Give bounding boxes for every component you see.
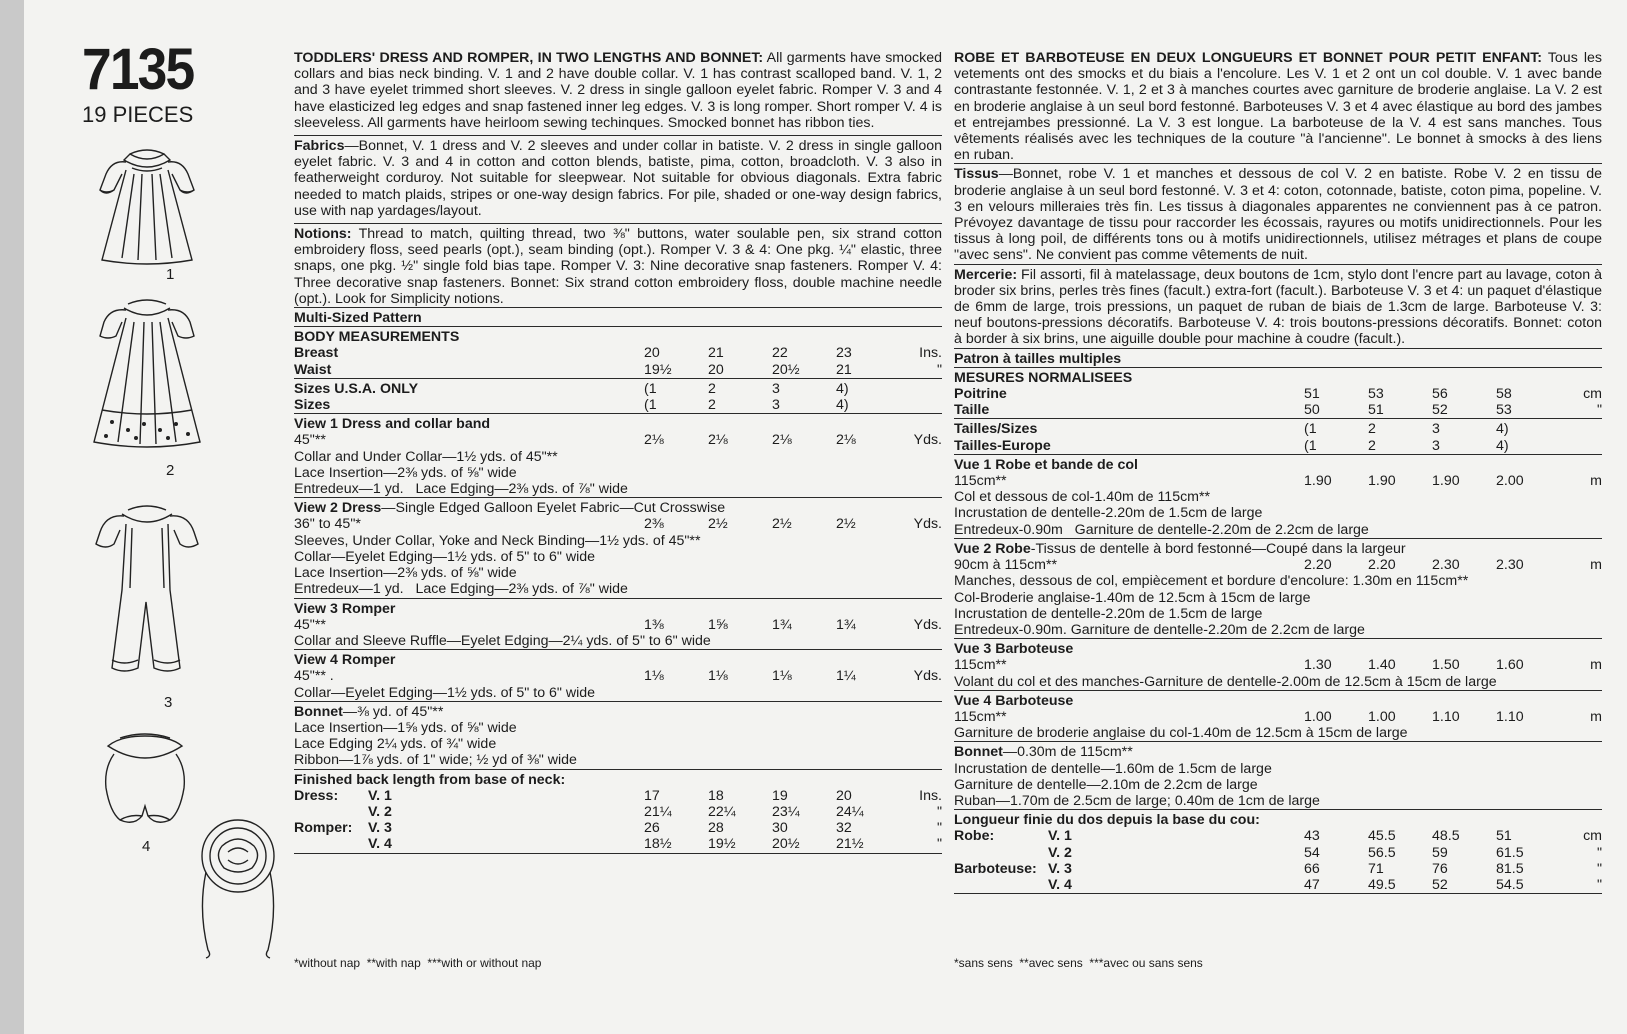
notions-text-fr: Fil assorti, fil à matelassage, deux boutons de 1cm, stylo dont l'encre part au lavage, coton à broder six brins, perles très fines (facult.) extra-fort (facult.). Barboteuse V. 3 et 4: un paquet d'élastique de 6mm de large, trois pressions, un paquet de ruban de biais de 1.3cm de large. Barboteuse V. 3: neuf boutons-pressions décoratifs. Barboteuse V. 4: trois boutons-pressions décoratifs. Bonnet: coton à border à six brins, une aiguille double pour machine à coudre (facult.). — [954, 266, 1602, 348]
french-footnote: *sans sens **avec sens ***avec ou sans sens — [954, 956, 1203, 970]
finished-length-block-fr — [954, 809, 1602, 893]
view-3-fabric-row: 45"** 1⅜ 1⅝ 1¾ 1¾ Yds. — [294, 616, 942, 633]
notions-title-fr: Mercerie: — [954, 266, 1018, 283]
view-3-title: View 3 Romper — [294, 600, 396, 617]
finished-length-title-fr: Longueur finie du dos depuis la base du cou: — [954, 812, 1260, 829]
sizes-block-fr — [954, 418, 1602, 453]
bonnet-line-fr: Garniture de dentelle—2.10m de 2.2cm de large — [954, 776, 1258, 793]
view-1-line-fr: Incrustation de dentelle-2.20m de 1.5cm de large — [954, 505, 1263, 522]
view-4-block — [294, 649, 942, 701]
breast-row-fr: Poitrine 51 53 56 58 cm — [954, 386, 1602, 403]
view-1-block — [294, 413, 942, 497]
sizes-row-fr: Tailles-Europe (1 2 3 4) — [954, 437, 1509, 454]
finished-length-block — [294, 769, 942, 853]
pattern-envelope-back — [24, 0, 1627, 1034]
view-1-line: Lace Insertion—2⅜ yds. of ⅝" wide — [294, 464, 517, 481]
pattern-number: 7135 — [82, 37, 194, 102]
finished-row-fr: V. 2 54 56.5 59 61.5 " — [1048, 844, 1602, 861]
fabrics-block — [294, 135, 942, 219]
intro-text-fr: Tous les vetements ont des smocks et du biais a l'encolure. Les V. 1 et 2 ont un col double. V. 1 avec bande contrastante festonnée. V. 1, 2 et 3 à manches courtes avec garniture de broderie anglaise. La V. 2 est en broderie anglaise à un seul bord festonné. Barboteuses V. 3 et 4 avec élastique au bord des jambes et entrejambes pressionné. La V. 3 est longue. La barboteuse de la V. 4 est sans manches. Tous vêtements réalisés avec les techniques de la couture "à l'ancienne". Le bonnet à smocks à des liens en ruban. — [954, 50, 1602, 164]
view-3-title-fr: Vue 3 Barboteuse — [954, 641, 1074, 658]
bonnet-block: Bonnet—⅜ yd. of 45"** Lace Insertion—1⅝ yds. of ⅝" wide Lace Edging 2¼ yds. of ¾" wide Ribbon—1⅞ yds. of 1" wide; ½ yd of ⅜" wide — [294, 701, 942, 769]
multi-sized-heading: Multi-Sized Pattern — [294, 307, 942, 326]
bonnet-line: Lace Insertion—1⅝ yds. of ⅝" wide — [294, 719, 517, 736]
view-3-block-fr — [954, 638, 1602, 690]
fabrics-text: —Bonnet, V. 1 dress and V. 2 sleeves and under collar in batiste. V. 2 dress in single galloon eyelet fabric. V. 3 and 4 in cotton and cotton blends, batiste, pima, cotton, broadcloth. V. 3 also in featherweight corduroy. Not suitable for sleepwear. Not suitable for obvious diagonals. Extra fabric needed to match plaids, stripes or one-way design fabrics. For pile, shaded or one-way design fabrics, use with nap yardages/layout. — [294, 138, 942, 219]
view-2-fabric-row-fr: 90cm à 115cm** 2.20 2.20 2.30 2.30 m — [954, 557, 1602, 574]
view-4-romper-illustration — [90, 728, 200, 834]
view-1-title: View 1 Dress and collar band — [294, 416, 491, 433]
view-4-fabric-row-fr: 115cm** 1.00 1.00 1.10 1.10 m — [954, 708, 1602, 725]
view-2-line: Lace Insertion—2⅜ yds. of ⅝" wide — [294, 565, 517, 582]
view-2-line: Collar—Eyelet Edging—1½ yds. of 5" to 6" wide — [294, 548, 596, 565]
figure-label-3: 3 — [164, 694, 173, 711]
view-3-line: Collar and Sleeve Ruffle—Eyelet Edging—2¼ yds. of 5" to 6" wide — [294, 632, 711, 649]
view-1-dress-illustration — [72, 140, 222, 268]
view-4-title-fr: Vue 4 Barboteuse — [954, 692, 1074, 709]
view-4-fabric-row: 45"** . 1⅛ 1⅛ 1⅛ 1¼ Yds. — [294, 668, 942, 685]
notions-text: Thread to match, quilting thread, two ⅜" buttons, water soulable pen, six strand cotton embroidery floss, seed pearls (opt.), seam binding (opt.). Romper V. 3 & 4: One pkg. ¼" elastic, three snaps, one pkg. ½" single fold bias tape. Romper V. 3: Nine decorative snap fasteners. Romper V. 4: Three decorative snap fasteners. Bonnet: Six strand cotton embroidery floss, double machine needle (opt.). Look for Simplicity notions. — [294, 226, 942, 307]
view-2-block: View 2 Dress—Single Edged Galloon Eyelet Fabric—Cut Crosswise 36" to 45"* 2⅜ 2½ 2½ 2½ Yds. Sleeves, Under Collar, Yoke and Neck Binding—1½ yds. of 45"** Collar—Eyelet Edging—1½ yds. of 5" to 6" wide Lace Insertion—2⅜ yds. of ⅝" wide Entredeux—1 yd. Lace Edging—2⅜ yds. of ⅞" wide — [294, 497, 942, 597]
finished-row: Romper: V. 3 26 28 30 32 " — [294, 820, 942, 837]
view-4-line-fr: Garniture de broderie anglaise du col-1.40m de 12.5cm à 15cm de large — [954, 725, 1408, 742]
view-4-block-fr — [954, 690, 1602, 742]
view-1-line-fr: Col et dessous de col-1.40m de 115cm** — [954, 489, 1211, 506]
view-3-line-fr: Volant du col et des manches-Garniture de dentelle-2.00m de 12.5cm à 15cm de large — [954, 673, 1497, 690]
fabrics-text-fr: —Bonnet, robe V. 1 et manches et dessous de col V. 2 en batiste. Robe V. 2 en tissu de broderie anglaise à un seul bord festonné. V. 3 et 4: coton, cotonnade, batiste, coton pima, popeline. V. 3 en velours milleraies très fin. Les tissus à diagonales apparentes ne conviennent pas à ce patron. Prévoyez davantage de tissu pour raccorder les écossais, rayures ou motifs unidirectionnels. Pour les tissus à long poil, de différents tons ou à motifs unidirectionnels, utilisez métrages et plans de coupe "avec sens". Ne convient pas comme vêtements de nuit. — [954, 166, 1602, 264]
view-1-fabric-row: 45"** 2⅛ 2⅛ 2⅛ 2⅛ Yds. — [294, 432, 942, 449]
view-4-line: Collar—Eyelet Edging—1½ yds. of 5" to 6" wide — [294, 684, 596, 701]
pieces-count: 19 PIECES — [82, 102, 194, 127]
waist-row-fr: Taille 50 51 52 53 " — [954, 402, 1602, 419]
description-block — [294, 48, 942, 131]
bonnet-illustration — [192, 810, 288, 960]
view-2-line-fr: Manches, dessous de col, empiècement et bordure d'encolure: 1.30m en 115cm** — [954, 573, 1469, 590]
waist-row: Waist 19½ 20 20½ 21 " — [294, 361, 942, 378]
sizes-usa-row: Sizes U.S.A. ONLY (1 2 3 4) — [294, 380, 849, 397]
view-2-line: Sleeves, Under Collar, Yoke and Neck Binding—1½ yds. of 45"** — [294, 532, 701, 549]
body-measurements-block-fr — [954, 367, 1602, 419]
sizes-usa-row-fr: Tailles/Sizes (1 2 3 4) — [954, 421, 1509, 438]
notions-block — [294, 223, 942, 307]
view-2-dress-illustration — [72, 292, 222, 454]
view-2-fabric-row: 36" to 45"* 2⅜ 2½ 2½ 2½ Yds. — [294, 516, 942, 533]
view-3-romper-illustration — [72, 498, 222, 698]
sizes-block — [294, 378, 942, 413]
sizes-row: Sizes (1 2 3 4) — [294, 397, 849, 414]
view-1-line-fr: Entredeux-0.90m Garniture de dentelle-2.20m de 2.2cm de large — [954, 521, 1369, 538]
notions-title: Notions: — [294, 226, 352, 243]
finished-row-fr: Robe: V. 1 43 45.5 48.5 51 cm — [954, 828, 1602, 845]
intro-text: All garments have smocked collars and bias neck binding. V. 1 and 2 have double collar. V. 1 has contrast scalloped band. V. 1, 2 and 3 have eyelet trimmed short sleeves. V. 2 dress in single galloon eyelet fabric. Romper V. 3 and 4 have elasticized leg edges and snap fastened inner leg edges. V. 3 is long romper. Short romper V. 4 is sleeveless. All garments have heirloom sewing techinques. Smocked bonnet has ribbon ties. — [294, 50, 942, 131]
bonnet-line-fr: Incrustation de dentelle—1.60m de 1.5cm de large — [954, 760, 1272, 777]
finished-row: V. 2 21¼ 22¼ 23¼ 24¼ " — [368, 803, 942, 820]
english-column — [294, 48, 942, 856]
view-1-fabric-row-fr: 115cm** 1.90 1.90 1.90 2.00 m — [954, 473, 1602, 490]
bonnet-block-fr: Bonnet—0.30m de 115cm** Incrustation de dentelle—1.60m de 1.5cm de large Garniture de dentelle—2.10m de 2.2cm de large Ruban—1.70m de 2.5cm de large; 0.40m de 1cm de large — [954, 741, 1602, 809]
bonnet-title-fr: Bonnet — [954, 744, 1003, 761]
bonnet-line: Lace Edging 2¼ yds. of ¾" wide — [294, 736, 497, 753]
french-column — [954, 48, 1602, 896]
figure-label-1: 1 — [166, 266, 175, 283]
finished-length-title: Finished back length from base of neck: — [294, 771, 566, 788]
intro-title-fr: ROBE ET BARBOTEUSE EN DEUX LONGUEURS ET BONNET POUR PETIT ENFANT: — [954, 50, 1543, 66]
view-1-line: Entredeux—1 yd. Lace Edging—2⅜ yds. of ⅞" wide — [294, 481, 628, 498]
finished-row-fr: Barboteuse: V. 3 66 71 76 81.5 " — [954, 860, 1602, 877]
bonnet-title: Bonnet — [294, 703, 343, 720]
breast-row: Breast 20 21 22 23 Ins. — [294, 345, 942, 362]
bonnet-line-fr: Ruban—1.70m de 2.5cm de large; 0.40m de 1cm de large — [954, 792, 1320, 809]
view-4-title: View 4 Romper — [294, 652, 396, 669]
view-2-block-fr: Vue 2 Robe-Tissus de dentelle à bord festonné—Coupé dans la largeur 90cm à 115cm** 2.20 2.20 2.30 2.30 m Manches, dessous de col, empiècement et bordure d'encolure: 1.30m en 115cm** Col-Broderie anglaise-1.40m de 12.5cm à 15cm de large Incrustation de dentelle-2.20m de 1.5cm de large Entredeux-0.90m. Garniture de dentelle-2.20m de 2.2cm de large — [954, 538, 1602, 638]
view-2-line: Entredeux—1 yd. Lace Edging—2⅜ yds. of ⅞" wide — [294, 581, 628, 598]
view-2-line-fr: Entredeux-0.90m. Garniture de dentelle-2.20m de 2.2cm de large — [954, 621, 1365, 638]
view-2-title: View 2 Dress — [294, 500, 382, 517]
view-3-block — [294, 598, 942, 650]
fabrics-title-fr: Tissus — [954, 166, 999, 183]
figure-label-4: 4 — [142, 838, 151, 855]
body-measurements-heading-fr: MESURES NORMALISEES — [954, 369, 1133, 386]
english-footnote: *without nap **with nap ***with or without nap — [294, 956, 542, 970]
body-measurements-block — [294, 326, 942, 378]
finished-row-fr: V. 4 47 49.5 52 54.5 " — [1048, 876, 1602, 893]
body-measurements-heading: BODY MEASUREMENTS — [294, 329, 460, 346]
multi-sized-heading-fr: Patron à tailles multiples — [954, 348, 1602, 367]
fabrics-title: Fabrics — [294, 138, 345, 155]
view-1-block-fr — [954, 454, 1602, 538]
view-1-title-fr: Vue 1 Robe et bande de col — [954, 456, 1138, 473]
finished-row: V. 4 18½ 19½ 20½ 21½ " — [368, 836, 942, 853]
fabrics-block-fr — [954, 163, 1602, 263]
view-2-line-fr: Col-Broderie anglaise-1.40m de 12.5cm à 15cm de large — [954, 589, 1311, 606]
bonnet-line: Ribbon—1⅞ yds. of 1" wide; ½ yd of ⅜" wide — [294, 752, 577, 769]
view-1-line: Collar and Under Collar—1½ yds. of 45"** — [294, 448, 558, 465]
figure-label-2: 2 — [166, 462, 175, 479]
notions-block-fr — [954, 264, 1602, 348]
intro-title: TODDLERS' DRESS AND ROMPER, IN TWO LENGTHS AND BONNET: — [294, 50, 764, 66]
finished-row: Dress: V. 1 17 18 19 20 Ins. — [294, 787, 942, 804]
view-3-fabric-row-fr: 115cm** 1.30 1.40 1.50 1.60 m — [954, 657, 1602, 674]
view-2-title-fr: Vue 2 Robe — [954, 540, 1031, 557]
view-2-line-fr: Incrustation de dentelle-2.20m de 1.5cm de large — [954, 605, 1263, 622]
description-block-fr — [954, 48, 1602, 163]
